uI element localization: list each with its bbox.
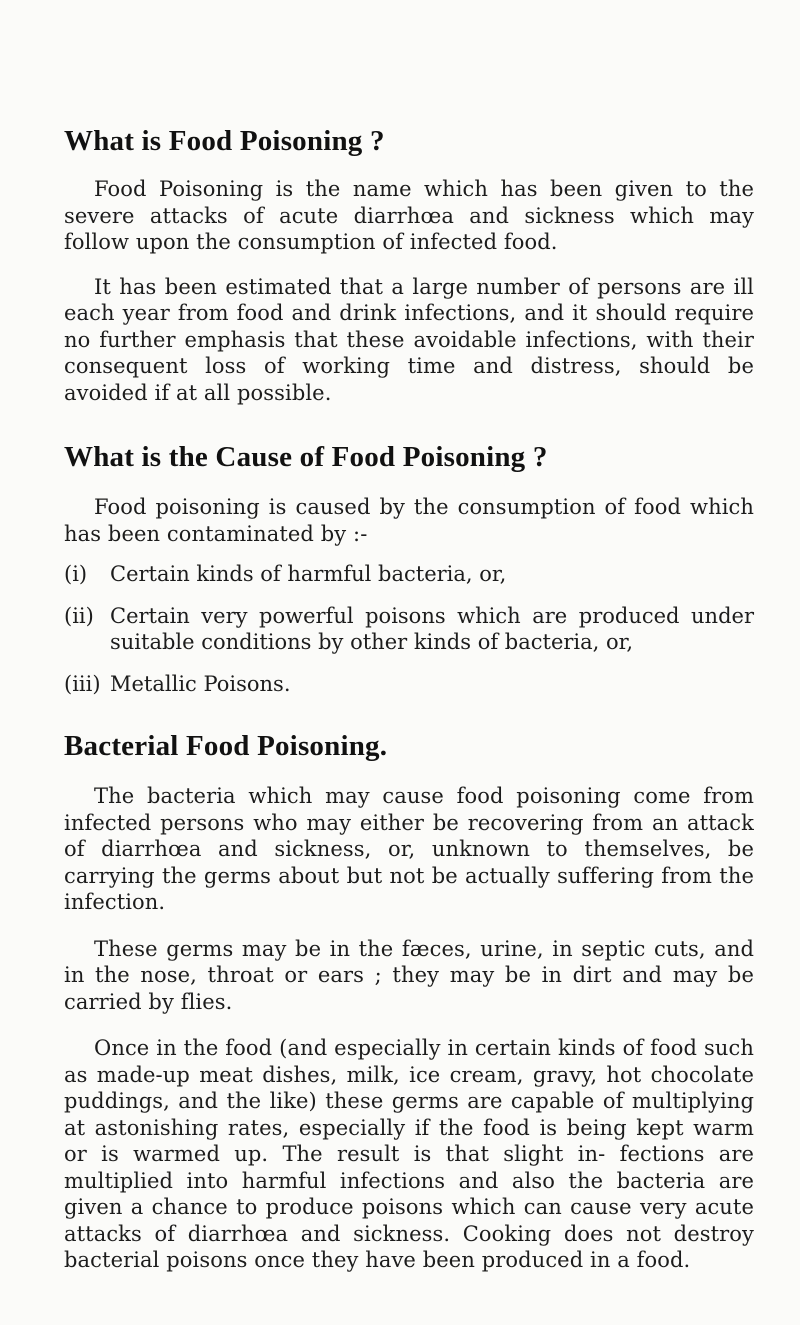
list-item-number: (ii) [64,603,94,628]
paragraph-bacteria-source: The bacteria which may cause food poisoning come from infected persons who may either be recovering from an attack of diarrhœa and sickness, or, unknown to themselves, be carrying the germs about but not be actually suffering from the infection. [64,784,754,914]
list-item-cause-3 [64,671,754,698]
list-item-number: (iii) [64,671,101,696]
heading-what-is-food-poisoning: What is Food Poisoning ? [64,125,385,157]
heading-bacterial-food-poisoning: Bacterial Food Poisoning. [64,730,388,762]
list-item-text: Certain kinds of harmful bacteria, or, [110,562,507,586]
paragraph-cause-intro: Food poisoning is caused by the consumption of food which has been contaminated by :- [64,495,754,546]
paragraph-estimate: It has been estimated that a large number of persons are ill each year from food and drink infections, and it should require no further emphasis that these avoidable infections, with their consequent loss of working time and distress, should be avoided if at all possible. [64,274,754,405]
document-page [64,124,754,1274]
list-item-cause-1 [64,561,754,588]
list-item-text: Certain very powerful poisons which are produced under suitable conditions by other kinds of bacteria, or, [110,603,754,654]
list-item-text: Metallic Poisons. [110,671,291,696]
paragraph-multiplication: Once in the food (and especially in certain kinds of food such as made-up meat dishes, milk, ice cream, gravy, hot chocolate puddings, and the like) these germs are capable of multiplying at astonishing rates, especially if the food is being kept warm or is warmed up. The result is that slight in- fections are multiplied into harmful infections and also the bacteria are given a chance to produce poisons which can cause very acute attacks of diarrhœa and sickness. Cooking does not destroy bacterial poisons once they have been produced in a food. [64,1036,754,1272]
list-item-number: (i) [64,562,88,586]
paragraph-definition: Food Poisoning is the name which has been given to the severe attacks of acute diarrhœa and sickness which may follow upon the consumption of infected food. [64,177,754,254]
paragraph-germ-locations: These germs may be in the fæces, urine, in septic cuts, and in the nose, throat or ears ; they may be in dirt and may be carried by flies. [64,936,754,1014]
list-item-cause-2 [64,603,754,656]
heading-cause-of-food-poisoning: What is the Cause of Food Poisoning ? [64,441,548,473]
